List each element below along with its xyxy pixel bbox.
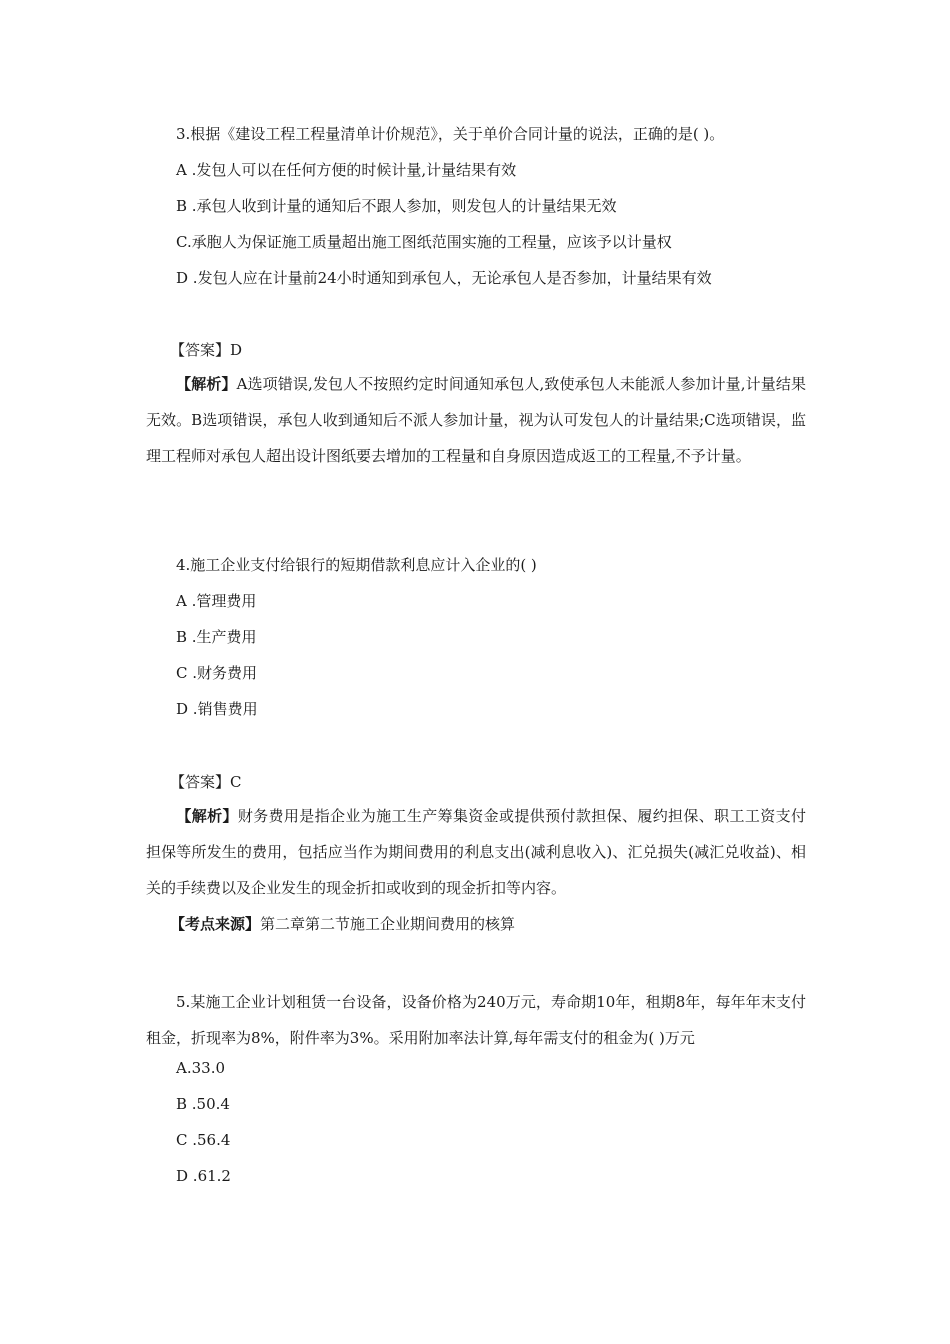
q4-analysis-label: 【解析】 — [176, 807, 238, 825]
q4-option-c: C .财务费用 — [176, 664, 258, 682]
q4-source-label: 【考点来源】 — [170, 915, 261, 933]
q3-analysis-label: 【解析】 — [176, 375, 237, 393]
q3-answer-value: D — [230, 341, 243, 359]
q5-option-b: B .50.4 — [176, 1095, 230, 1113]
q4-answer-value: C — [230, 773, 242, 791]
q4-analysis — [146, 798, 806, 906]
q4-answer-label: 【答案】 — [170, 773, 231, 791]
q4-option-b: B .生产费用 — [176, 628, 257, 646]
q4-analysis-text: 财务费用是指企业为施工生产筹集资金或提供预付款担保、履约担保、职工工资支付担保等所发生的费用，包括应当作为期间费用的利息支出(减利息收入)、汇兑损失(减汇兑收益)、相关的手续费以及企业发生的现金折扣或收到的现金折扣等内容。 — [146, 807, 806, 897]
q4-option-a: A .管理费用 — [176, 592, 257, 610]
q3-option-b: B .承包人收到计量的通知后不跟人参加，则发包人的计量结果无效 — [176, 197, 617, 215]
q3-option-d: D .发包人应在计量前24小时通知到承包人，无论承包人是否参加，计量结果有效 — [176, 269, 712, 287]
q5-option-d: D .61.2 — [176, 1167, 231, 1185]
q3-analysis-text: A选项错误,发包人不按照约定时间通知承包人,致使承包人未能派人参加计量,计量结果无效。B选项错误，承包人收到通知后不派人参加计量，视为认可发包人的计量结果;C选项错误，监理工程师对承包人超出设计图纸要去增加的工程量和自身原因造成返工的工程量,不予计量。 — [146, 375, 806, 465]
q3-answer — [170, 340, 242, 360]
q3-question: 3.根据《建设工程工程量清单计价规范》，关于单价合同计量的说法，正确的是( )。 — [176, 125, 725, 143]
q4-option-d: D .销售费用 — [176, 700, 258, 718]
q4-source — [170, 914, 515, 934]
q3-analysis — [146, 366, 806, 474]
q3-answer-label: 【答案】 — [170, 341, 231, 359]
q3-option-c: C.承胞人为保证施工质量超出施工图纸范围实施的工程量，应该予以计量权 — [176, 233, 672, 251]
q5-question — [146, 984, 806, 1056]
q4-source-text: 第二章第二节施工企业期间费用的核算 — [260, 915, 516, 933]
q3-option-a: A .发包人可以在任何方便的时候计量,计量结果有效 — [176, 161, 517, 179]
q5-option-a: A.33.0 — [176, 1059, 225, 1077]
q4-answer — [170, 772, 242, 792]
q4-question: 4.施工企业支付给银行的短期借款利息应计入企业的( ) — [176, 556, 537, 574]
q5-option-c: C .56.4 — [176, 1131, 231, 1149]
q5-question-text: 5.某施工企业计划租赁一台设备，设备价格为240万元，寿命期10年，租期8年，每年年末支付租金，折现率为8%，附件率为3%。采用附加率法计算,每年需支付的租金为( )万元 — [146, 993, 806, 1047]
